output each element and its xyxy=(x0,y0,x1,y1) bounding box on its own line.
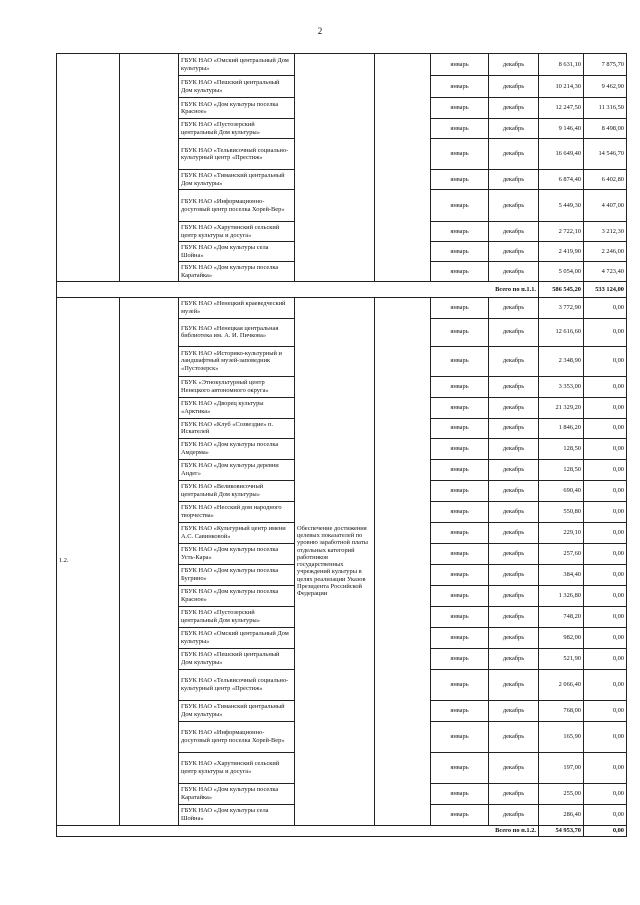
amount-2: 0,00 xyxy=(584,418,627,438)
institution-name: ГБУК НАО «Омский центральный Дом культуры» xyxy=(179,54,295,76)
amount-2: 0,00 xyxy=(584,700,627,721)
amount-1: 165,90 xyxy=(539,721,584,752)
end-month: декабрь xyxy=(489,585,539,606)
institution-name: ГБУК НАО «Великовисочный центральный Дом культуры» xyxy=(179,480,295,501)
amount-1: 6 874,40 xyxy=(539,170,584,190)
start-month: январь xyxy=(431,438,489,459)
amount-2: 0,00 xyxy=(584,606,627,627)
institution-name: ГБУК НАО «Дом культуры села Шойна» xyxy=(179,242,295,262)
institution-name: ГБУК НАО «Пешский центральный Дом культуры» xyxy=(179,648,295,669)
institution-name: ГБУК «Этнокультурный центр Ненецкого автономного округа» xyxy=(179,376,295,397)
start-month: январь xyxy=(431,700,489,721)
amount-1: 384,40 xyxy=(539,564,584,585)
end-month: декабрь xyxy=(489,804,539,825)
amount-2: 9 462,90 xyxy=(584,76,627,98)
goal-cell xyxy=(295,54,375,282)
start-month: январь xyxy=(431,543,489,564)
amount-1: 255,00 xyxy=(539,783,584,804)
end-month: декабрь xyxy=(489,459,539,480)
amount-1: 286,40 xyxy=(539,804,584,825)
start-month: январь xyxy=(431,564,489,585)
amount-1: 2 348,90 xyxy=(539,346,584,376)
total-amount-2: 533 124,00 xyxy=(584,282,627,298)
amount-1: 1 326,80 xyxy=(539,585,584,606)
amount-1: 9 146,40 xyxy=(539,119,584,139)
start-month: январь xyxy=(431,418,489,438)
total-label: Всего по п.1.1. xyxy=(57,282,539,298)
amount-2: 0,00 xyxy=(584,397,627,418)
start-month: январь xyxy=(431,119,489,139)
amount-1: 16 649,40 xyxy=(539,139,584,170)
amount-1: 982,00 xyxy=(539,627,584,648)
institution-name: ГБУК НАО «Информационно-досуговый центр поселка Хорей-Вер» xyxy=(179,721,295,752)
amount-1: 128,50 xyxy=(539,438,584,459)
amount-1: 521,90 xyxy=(539,648,584,669)
end-month: декабрь xyxy=(489,170,539,190)
goal-text: Обеспечение достижения целевых показателей по уровню заработной платы отдельных категорий работников государственных учреждений культуры в целях реализации Указов Президента Российской Федерации xyxy=(295,297,375,825)
end-month: декабрь xyxy=(489,627,539,648)
amount-1: 748,20 xyxy=(539,606,584,627)
end-month: декабрь xyxy=(489,700,539,721)
amount-2: 3 212,30 xyxy=(584,222,627,242)
amount-1: 2 066,40 xyxy=(539,669,584,700)
amount-1: 1 846,20 xyxy=(539,418,584,438)
end-month: декабрь xyxy=(489,783,539,804)
amount-2: 0,00 xyxy=(584,783,627,804)
amount-1: 5 054,00 xyxy=(539,262,584,282)
end-month: декабрь xyxy=(489,242,539,262)
end-month: декабрь xyxy=(489,438,539,459)
amount-1: 10 214,30 xyxy=(539,76,584,98)
end-month: декабрь xyxy=(489,648,539,669)
amount-1: 5 449,30 xyxy=(539,190,584,222)
amount-1: 2 419,90 xyxy=(539,242,584,262)
end-month: декабрь xyxy=(489,139,539,170)
start-month: январь xyxy=(431,501,489,522)
end-month: декабрь xyxy=(489,297,539,318)
amount-1: 257,60 xyxy=(539,543,584,564)
end-month: декабрь xyxy=(489,222,539,242)
institution-name: ГБУК НАО «Харутинский сельский центр культуры и досуга» xyxy=(179,222,295,242)
end-month: декабрь xyxy=(489,190,539,222)
end-month: декабрь xyxy=(489,119,539,139)
blank-cell xyxy=(375,54,431,282)
start-month: январь xyxy=(431,376,489,397)
institution-name: ГБУК НАО «Дом культуры деревни Андег» xyxy=(179,459,295,480)
end-month: декабрь xyxy=(489,397,539,418)
amount-1: 2 722,10 xyxy=(539,222,584,242)
end-month: декабрь xyxy=(489,480,539,501)
amount-2: 0,00 xyxy=(584,804,627,825)
row-number-cell xyxy=(57,54,120,282)
institution-name: ГБУК НАО «Пешский центральный Дом культуры» xyxy=(179,76,295,98)
start-month: январь xyxy=(431,318,489,346)
amount-2: 0,00 xyxy=(584,346,627,376)
institution-name: ГБУК НАО «Историко-культурный и ландшафтный музей-заповедник «Пустозерск» xyxy=(179,346,295,376)
amount-1: 21 329,20 xyxy=(539,397,584,418)
amount-2: 0,00 xyxy=(584,627,627,648)
start-month: январь xyxy=(431,648,489,669)
start-month: январь xyxy=(431,139,489,170)
start-month: январь xyxy=(431,346,489,376)
amount-2: 0,00 xyxy=(584,522,627,543)
amount-2: 6 402,80 xyxy=(584,170,627,190)
blank-cell xyxy=(375,297,431,825)
end-month: декабрь xyxy=(489,418,539,438)
institution-name: ГБУК НАО «Клуб «Созвездие» п. Искателей xyxy=(179,418,295,438)
end-month: декабрь xyxy=(489,752,539,783)
amount-2: 2 246,00 xyxy=(584,242,627,262)
start-month: январь xyxy=(431,459,489,480)
start-month: январь xyxy=(431,480,489,501)
end-month: декабрь xyxy=(489,76,539,98)
institution-name: ГБУК НАО «Дом культуры поселка Амдерма» xyxy=(179,438,295,459)
amount-2: 7 875,70 xyxy=(584,54,627,76)
end-month: декабрь xyxy=(489,376,539,397)
amount-2: 0,00 xyxy=(584,585,627,606)
total-amount-2: 0,00 xyxy=(584,825,627,836)
institution-name: ГБУК НАО «Дом культуры поселка Усть-Кара» xyxy=(179,543,295,564)
total-row xyxy=(57,282,627,298)
amount-2: 0,00 xyxy=(584,376,627,397)
start-month: январь xyxy=(431,190,489,222)
end-month: декабрь xyxy=(489,262,539,282)
start-month: январь xyxy=(431,804,489,825)
table-row xyxy=(57,54,627,76)
table-row xyxy=(57,297,627,318)
amount-2: 0,00 xyxy=(584,648,627,669)
start-month: январь xyxy=(431,222,489,242)
end-month: декабрь xyxy=(489,54,539,76)
amount-2: 0,00 xyxy=(584,543,627,564)
end-month: декабрь xyxy=(489,346,539,376)
amount-2: 0,00 xyxy=(584,564,627,585)
page-number: 2 xyxy=(317,26,323,36)
institution-name: ГБУК НАО «Дом культуры села Шойна» xyxy=(179,804,295,825)
amount-1: 550,80 xyxy=(539,501,584,522)
amount-2: 11 316,50 xyxy=(584,98,627,119)
total-row xyxy=(57,825,627,836)
start-month: январь xyxy=(431,522,489,543)
institution-name: ГБУК НАО «Тиманский центральный Дом культуры» xyxy=(179,700,295,721)
end-month: декабрь xyxy=(489,501,539,522)
start-month: январь xyxy=(431,752,489,783)
end-month: декабрь xyxy=(489,606,539,627)
amount-2: 0,00 xyxy=(584,480,627,501)
institution-name: ГБУК НАО «Дом культуры поселка Каратайка» xyxy=(179,783,295,804)
amount-1: 128,50 xyxy=(539,459,584,480)
amount-1: 3 772,90 xyxy=(539,297,584,318)
blank-cell xyxy=(120,54,179,282)
row-number-cell: 1.2. xyxy=(57,297,120,825)
amount-2: 0,00 xyxy=(584,752,627,783)
total-amount-1: 586 545,20 xyxy=(539,282,584,298)
budget-table xyxy=(56,53,627,837)
institution-name: ГБУК НАО «Ненецкий краеведческий музей» xyxy=(179,297,295,318)
institution-name: ГБУК НАО «Информационно-досуговый центр поселка Хорей-Вер» xyxy=(179,190,295,222)
start-month: январь xyxy=(431,297,489,318)
end-month: декабрь xyxy=(489,98,539,119)
amount-2: 8 498,00 xyxy=(584,119,627,139)
institution-name: ГБУК НАО «Тельвисочный социально-культурный центр «Престиж» xyxy=(179,669,295,700)
institution-name: ГБУК НАО «Тельвисочный социально-культурный центр «Престиж» xyxy=(179,139,295,170)
start-month: январь xyxy=(431,170,489,190)
amount-2: 0,00 xyxy=(584,318,627,346)
start-month: январь xyxy=(431,627,489,648)
amount-1: 690,40 xyxy=(539,480,584,501)
amount-2: 4 407,00 xyxy=(584,190,627,222)
amount-2: 0,00 xyxy=(584,459,627,480)
amount-2: 0,00 xyxy=(584,501,627,522)
start-month: январь xyxy=(431,721,489,752)
amount-1: 197,00 xyxy=(539,752,584,783)
start-month: январь xyxy=(431,54,489,76)
amount-2: 0,00 xyxy=(584,721,627,752)
amount-2: 14 546,70 xyxy=(584,139,627,170)
amount-2: 4 723,40 xyxy=(584,262,627,282)
end-month: декабрь xyxy=(489,669,539,700)
institution-name: ГБУК НАО «Дом культуры поселка Каратайка» xyxy=(179,262,295,282)
start-month: январь xyxy=(431,606,489,627)
start-month: январь xyxy=(431,76,489,98)
blank-cell xyxy=(120,297,179,825)
table-body xyxy=(57,54,627,837)
institution-name: ГБУК НАО «Дом культуры поселка Красное» xyxy=(179,98,295,119)
amount-1: 8 631,10 xyxy=(539,54,584,76)
start-month: январь xyxy=(431,98,489,119)
start-month: январь xyxy=(431,585,489,606)
institution-name: ГБУК НАО «Тиманский центральный Дом культуры» xyxy=(179,170,295,190)
end-month: декабрь xyxy=(489,721,539,752)
start-month: январь xyxy=(431,262,489,282)
amount-2: 0,00 xyxy=(584,297,627,318)
institution-name: ГБУК НАО «Дом культуры поселка Бугрино» xyxy=(179,564,295,585)
institution-name: ГБУК НАО «Ненецкая центральная библиотека им. А. И. Пичкова» xyxy=(179,318,295,346)
institution-name: ГБУК НАО «Дом культуры поселка Красное» xyxy=(179,585,295,606)
start-month: январь xyxy=(431,669,489,700)
institution-name: ГБУК НАО «Дворец культуры «Арктика» xyxy=(179,397,295,418)
institution-name: ГБУК НАО «Культурный центр имени А.С. Савинковой» xyxy=(179,522,295,543)
institution-name: ГБУК НАО «Харутинский сельский центр культуры и досуга» xyxy=(179,752,295,783)
total-label: Всего по п.1.2. xyxy=(57,825,539,836)
institution-name: ГБУК НАО «Омский центральный Дом культуры» xyxy=(179,627,295,648)
amount-1: 12 616,60 xyxy=(539,318,584,346)
amount-1: 12 247,50 xyxy=(539,98,584,119)
amount-2: 0,00 xyxy=(584,438,627,459)
amount-1: 3 353,00 xyxy=(539,376,584,397)
end-month: декабрь xyxy=(489,543,539,564)
start-month: январь xyxy=(431,242,489,262)
end-month: декабрь xyxy=(489,318,539,346)
start-month: январь xyxy=(431,783,489,804)
amount-2: 0,00 xyxy=(584,669,627,700)
amount-1: 229,10 xyxy=(539,522,584,543)
institution-name: ГБУК НАО «Пустозерский центральный Дом культуры» xyxy=(179,606,295,627)
end-month: декабрь xyxy=(489,564,539,585)
amount-1: 768,00 xyxy=(539,700,584,721)
end-month: декабрь xyxy=(489,522,539,543)
institution-name: ГБУК НАО «Пустозерский центральный Дом культуры» xyxy=(179,119,295,139)
start-month: январь xyxy=(431,397,489,418)
total-amount-1: 54 953,70 xyxy=(539,825,584,836)
institution-name: ГБУК НАО «Несский дом народного творчества» xyxy=(179,501,295,522)
